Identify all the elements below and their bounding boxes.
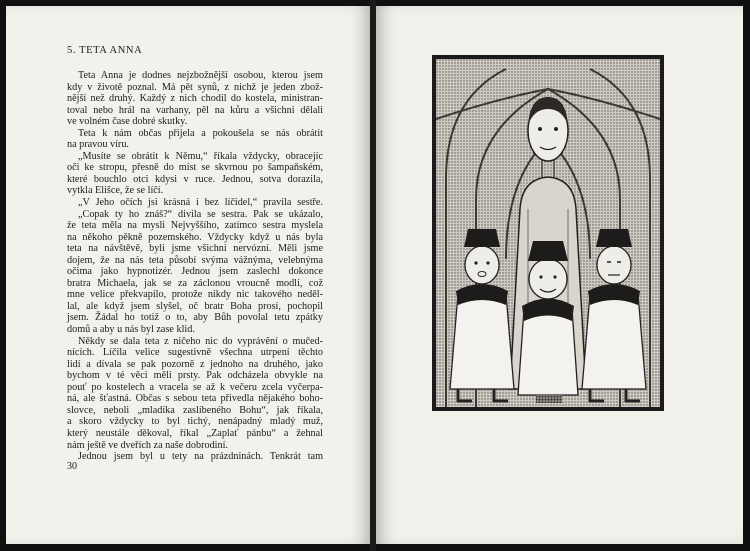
- text-line: pouť po kostelech a vracela se až k večeru zcela vyčerpa-: [67, 381, 323, 393]
- text-line: dojem, že na nás teta působí svýma vážnýma, velebnýma: [67, 254, 323, 266]
- illustration-drawing: [436, 59, 660, 407]
- text-line: na někoho pěkně pozemského. Vždycky když u nás byla: [67, 231, 323, 243]
- text-line: mne velice překvapilo, protože nikdy nic takového neděl-: [67, 289, 323, 301]
- text-line: vytkla Elišce, že se líčí.: [67, 185, 164, 197]
- text-line: „Musíte se obrátit k Němu,“ říkala vždycky, obracejíc: [78, 150, 323, 162]
- text-line: jsem. Žádal ho totiž o to, aby Bůh povolal tetu zpátky: [67, 312, 323, 324]
- book-gutter: [370, 0, 376, 551]
- text-line: teta na návštěvě, byli jsme všichni nervózní. Měli jsme: [67, 243, 323, 255]
- illustration: [436, 59, 660, 407]
- text-line: nících. Líčila velice sugestivně všechna utrpení těchto: [67, 347, 323, 359]
- text-line: oči ke stropu, přesně do míst se skvrnou po šampaňském,: [67, 162, 323, 174]
- text-line: ná, ale šťastná. Občas s sebou teta přivedla nějakého boho-: [67, 393, 323, 405]
- text-line: toval nebo hrál na varhany, pěl na kůru a všichni dělali: [67, 104, 323, 116]
- text-line: bychom v té věci měli prsty. Pak odcházela obvykle na: [67, 370, 323, 382]
- biretta-hat-middle: [528, 241, 568, 261]
- text-line: lidí a dívala se pak pozorně z jednoho na druhého, jako: [67, 358, 323, 370]
- page-number: 30: [67, 461, 77, 472]
- text-line: které bouchlo otci kdysi v ruce. Jednou, sotva dorazila,: [67, 173, 323, 185]
- text-line: bratra Michaela, jak se za záclonou vroucně modlí, což: [67, 277, 323, 289]
- text-line: nější než druhý. Každý z nich chodil do kostela, ministran-: [67, 93, 323, 105]
- text-line: který neustále děkoval, říkal „Zaplať pánbu“ a žehnal: [67, 427, 323, 439]
- text-line: kdy v životě poznal. Má pět synů, z nichž je jeden zbož-: [67, 81, 323, 93]
- text-line: „V Jeho očích jsi krásná i bez líčidel,“ pravila sestře.: [78, 197, 323, 209]
- text-line: „Copak ty ho znáš?“ divila se sestra. Pak se ukázalo,: [78, 208, 323, 220]
- text-line: Teta k nám občas přijela a pokoušela se nás obrátit: [78, 127, 323, 139]
- text-line: lal, ale když jsem slyšel, oč bratr Boha prosí, pochopil: [67, 300, 323, 312]
- text-line: a skoro vždycky to byl tichý, nenápadný mladý muž,: [67, 416, 323, 428]
- body-text: [67, 70, 323, 463]
- text-line: že teta měla na mysli Nejvyššího, zatímco sestra myslela: [67, 220, 323, 232]
- biretta-hat-left: [464, 229, 500, 247]
- chapter-title: 5. TETA ANNA: [67, 45, 143, 56]
- text-line: nám ještě ve dveřích za naše dobrodiní.: [67, 439, 228, 451]
- text-line: Teta Anna je dodnes nejzbožnější osobou, kterou jsem: [78, 70, 323, 81]
- text-line: slovce, neboli „mladíka zaslíbeného Bohu“, jak říkala,: [67, 404, 323, 416]
- biretta-hat-right: [596, 229, 632, 247]
- text-line: ve volném čase dobré skutky.: [67, 116, 188, 128]
- text-line: očima jako hypnotizér. Jednou jsem zaslechl dokonce: [67, 266, 323, 278]
- text-line: Někdy se dala teta z ničeho nic do vyprávění o mučed-: [78, 335, 323, 347]
- text-line: domů a aby u nás byl zase klid.: [67, 324, 195, 336]
- text-line: na pravou víru.: [67, 139, 129, 151]
- text-line: Jednou jsem byl u tety na prázdninách. Tenkrát tam: [78, 451, 323, 463]
